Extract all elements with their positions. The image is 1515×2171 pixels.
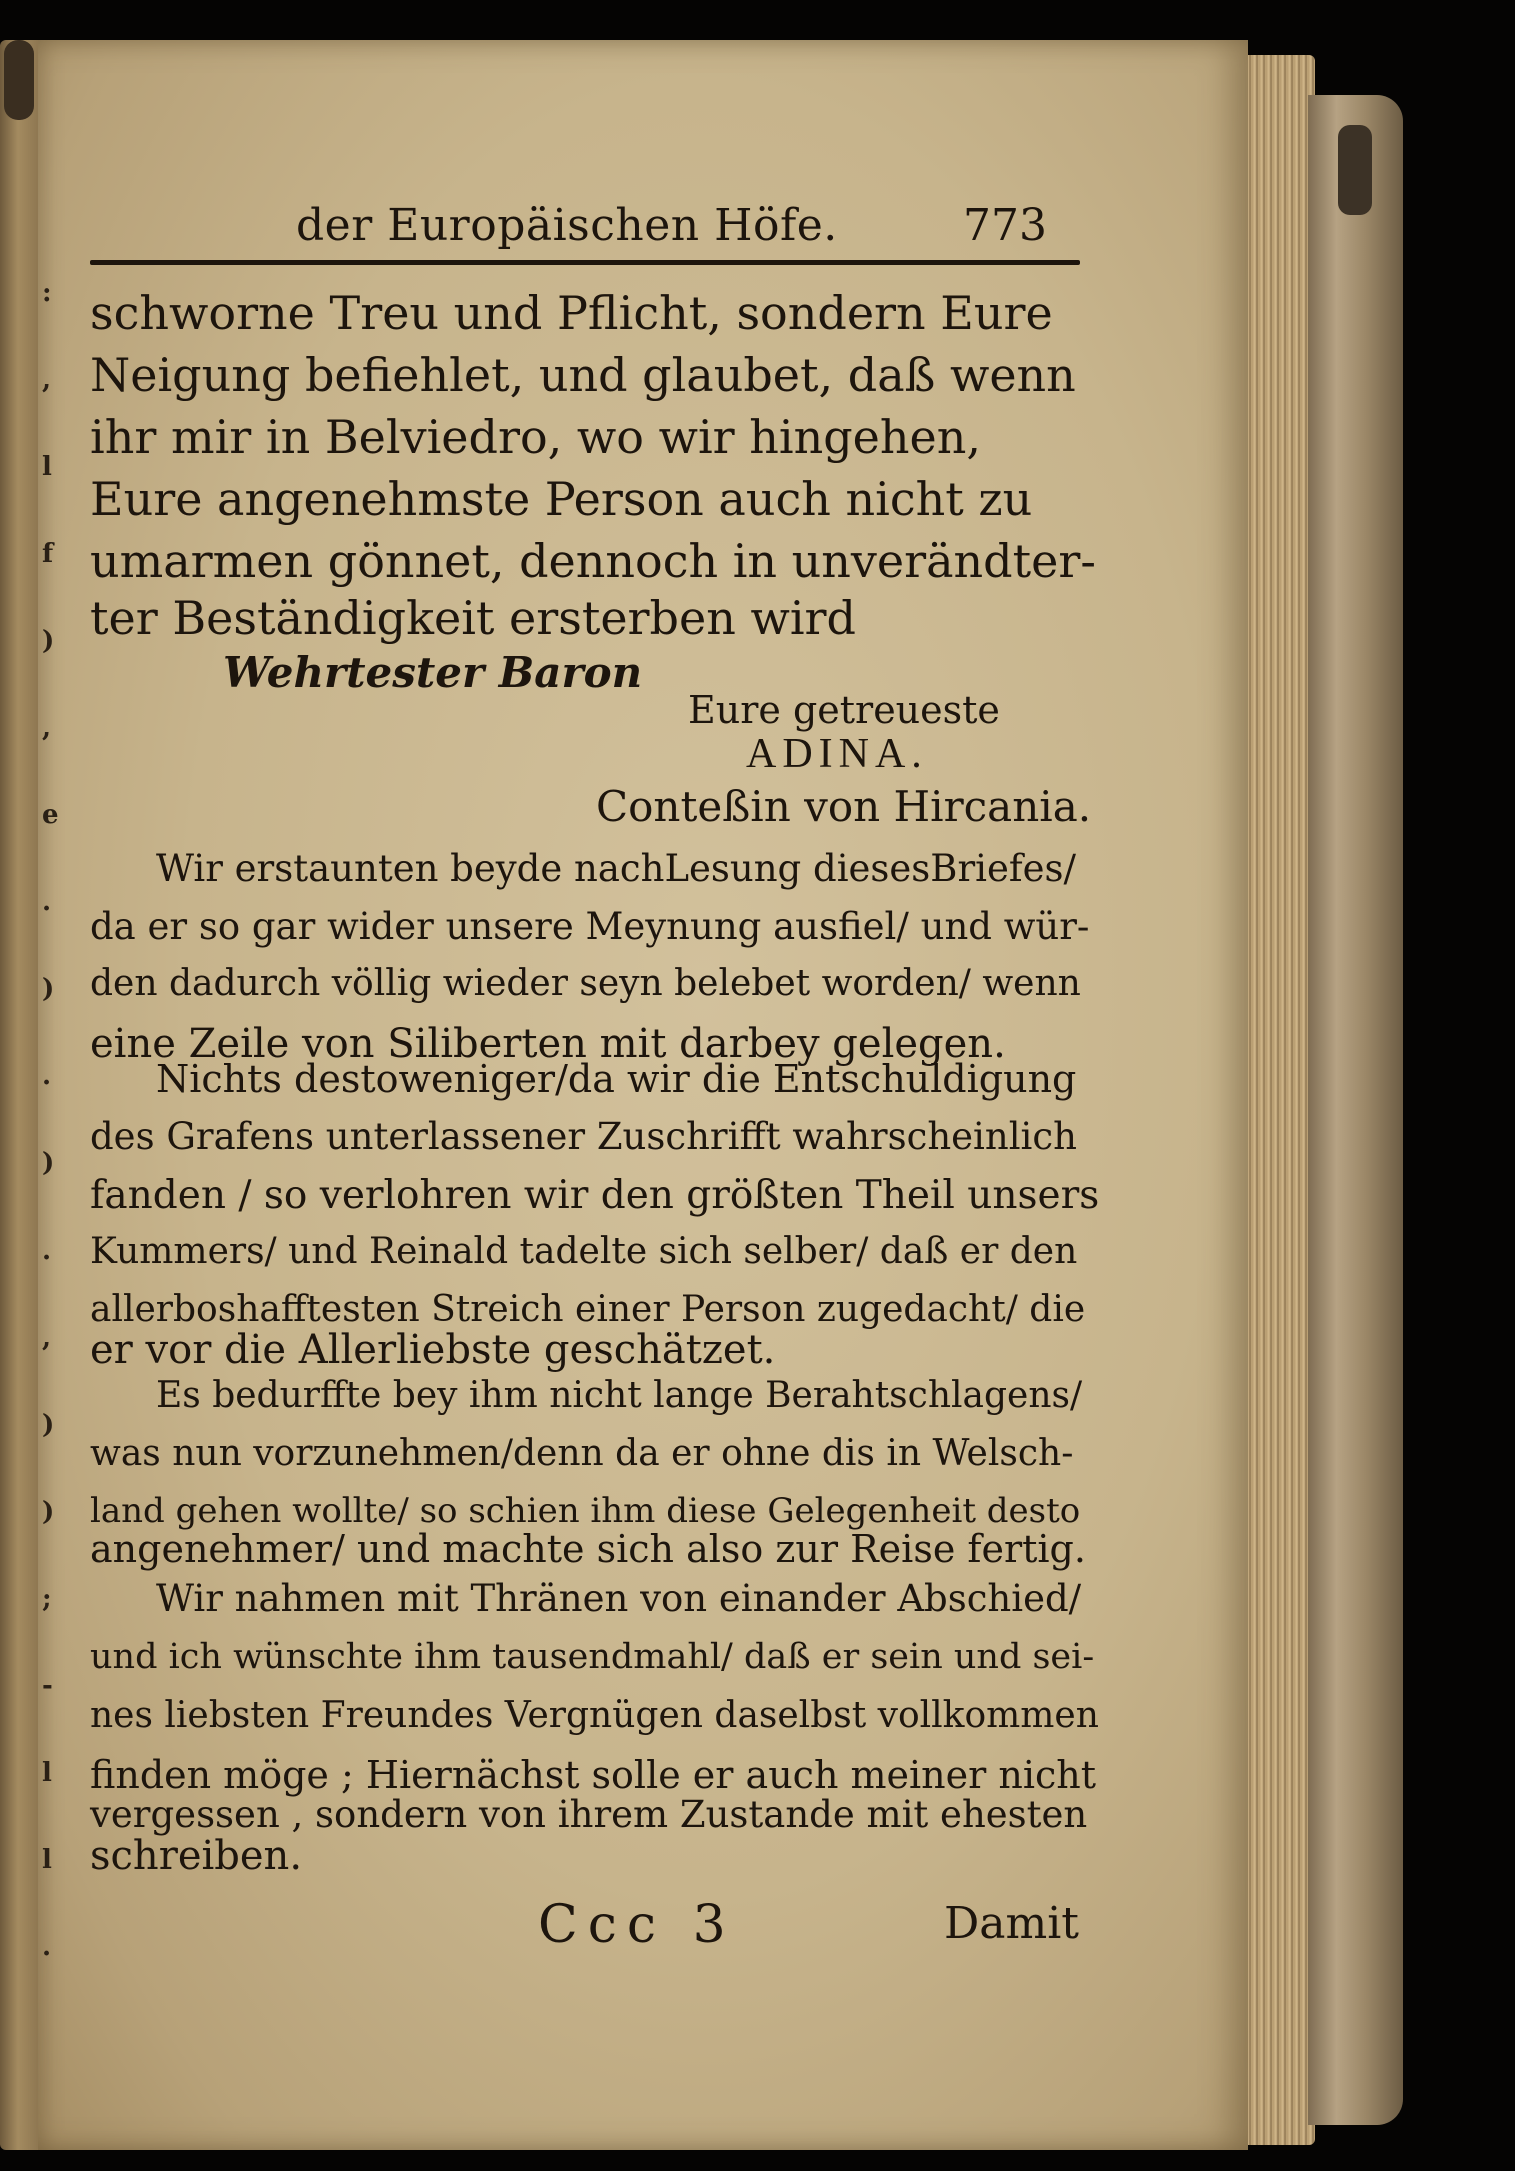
text-line: allerboshafftesten Streich einer Person zugedacht/ die (90, 1289, 1086, 1330)
bleed-through-marks: : , l f ) , e . ) . ) . , ) ) ; - l l . (42, 278, 59, 1962)
text-line: umarmen gönnet, dennoch in unverändter- (90, 534, 1096, 588)
text-line: land gehen wollte/ so schien ihm diese Gelegenheit desto (90, 1491, 1081, 1531)
signature-mark: Ccc 3 (538, 1895, 736, 1955)
text-line: da er so gar wider unsere Meynung ausfiel/ und wür- (90, 905, 1090, 948)
text-line: Nichts destoweniger/da wir die Entschuldigung (156, 1057, 1077, 1101)
letter-closing: Eure getreueste (688, 688, 1000, 732)
text-line: ter Beständigkeit ersterben wird (90, 591, 856, 645)
text-line: nes liebsten Freundes Vergnügen daselbst vollkommen (90, 1695, 1099, 1736)
page-stack-edge (1245, 55, 1315, 2145)
letter-signature-title: Conteßin von Hircania. (596, 782, 1092, 831)
page-text (38, 40, 1248, 2150)
text-line: Wir nahmen mit Thränen von einander Abschied/ (156, 1577, 1082, 1620)
letter-signature-name: ADINA. (746, 731, 928, 777)
text-line: den dadurch völlig wieder seyn belebet worden/ wenn (90, 963, 1081, 1004)
text-line: Kummers/ und Reinald tadelte sich selber/ daß er den (90, 1231, 1078, 1272)
text-line: schworne Treu und Pflicht, sondern Eure (90, 286, 1053, 340)
header-rule (90, 260, 1080, 265)
text-line: des Grafens unterlassener Zuschrifft wahrscheinlich (90, 1115, 1077, 1158)
text-line: Neigung befiehlet, und glaubet, daß wenn (90, 348, 1076, 402)
running-title: der Europäischen Höfe. (296, 200, 838, 251)
letter-salutation: Wehrtester Baron (223, 648, 643, 697)
text-line: ihr mir in Belviedro, wo wir hingehen, (90, 410, 982, 464)
text-line: er vor die Allerliebste geschätzet. (90, 1327, 776, 1373)
page-number: 773 (963, 200, 1047, 251)
text-line: eine Zeile von Siliberten mit darbey gelegen. (90, 1021, 1006, 1067)
text-line: fanden / so verlohren wir den größten Theil unsers (90, 1173, 1100, 1218)
book-page (38, 40, 1248, 2150)
catchword: Damit (944, 1898, 1079, 1949)
text-line: und ich wünschte ihm tausendmahl/ daß er sein und sei- (90, 1637, 1095, 1677)
book-binding (1308, 95, 1403, 2125)
text-line: was nun vorzunehmen/denn da er ohne dis in Welsch- (90, 1433, 1074, 1474)
text-line: vergessen , sondern von ihrem Zustande mit ehesten (90, 1793, 1088, 1836)
text-line: finden möge ; Hiernächst solle er auch meiner nicht (90, 1753, 1097, 1797)
text-line: Eure angenehmste Person auch nicht zu (90, 472, 1033, 526)
text-line: Wir erstaunten beyde nachLesung diesesBriefes/ (156, 847, 1076, 890)
previous-page-edge (0, 40, 40, 2150)
text-line: schreiben. (90, 1833, 303, 1879)
text-line: angenehmer/ und machte sich also zur Reise fertig. (90, 1527, 1086, 1571)
text-line: Es bedurffte bey ihm nicht lange Berahtschlagens/ (156, 1375, 1083, 1416)
